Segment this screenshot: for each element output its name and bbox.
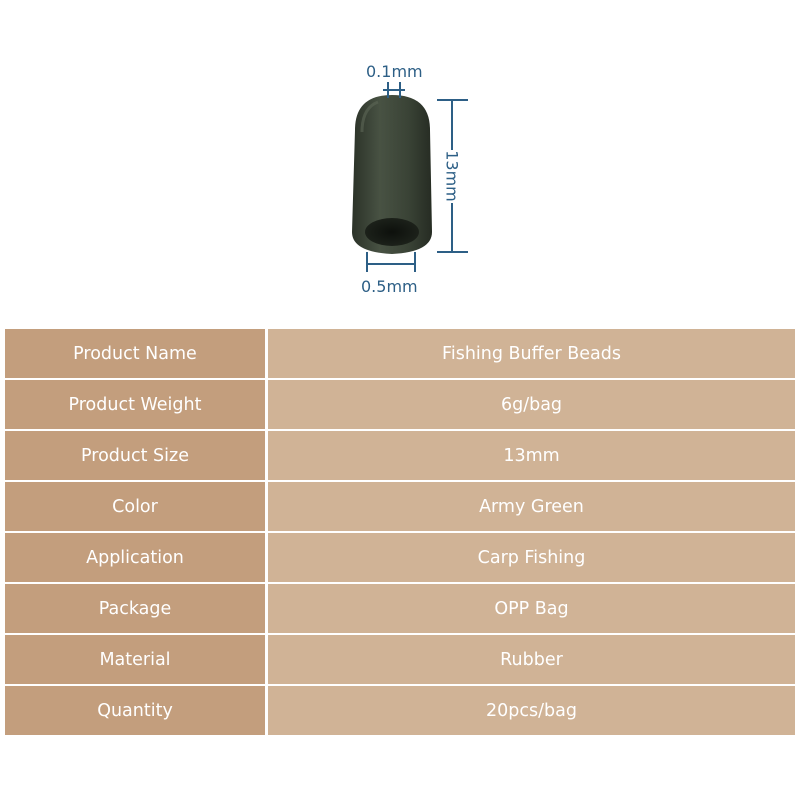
spec-value: Rubber	[267, 634, 796, 685]
table-row	[5, 532, 795, 583]
spec-label: Material	[5, 634, 267, 685]
table-row	[5, 430, 795, 481]
table-row	[5, 685, 795, 735]
table-row	[5, 634, 795, 685]
spec-label: Product Weight	[5, 379, 267, 430]
spec-table-body	[5, 329, 795, 735]
spec-value: Carp Fishing	[267, 532, 796, 583]
length-dimension-label: 13mm	[442, 150, 462, 202]
spec-label: Package	[5, 583, 267, 634]
spec-label: Product Name	[5, 329, 267, 379]
spec-value: 6g/bag	[267, 379, 796, 430]
spec-label: Quantity	[5, 685, 267, 735]
spec-value: 20pcs/bag	[267, 685, 796, 735]
spec-value: 13mm	[267, 430, 796, 481]
diameter-dimension-label: 0.5mm	[361, 277, 418, 296]
spec-value: Fishing Buffer Beads	[267, 329, 796, 379]
spec-value: Army Green	[267, 481, 796, 532]
product-figure	[0, 0, 800, 320]
spec-label: Color	[5, 481, 267, 532]
spec-table	[5, 329, 795, 735]
spec-label: Application	[5, 532, 267, 583]
table-row	[5, 481, 795, 532]
buffer-bead-icon	[352, 95, 432, 254]
tip-dimension-label: 0.1mm	[366, 62, 423, 81]
table-row	[5, 329, 795, 379]
spec-label: Product Size	[5, 430, 267, 481]
table-row	[5, 379, 795, 430]
spec-value: OPP Bag	[267, 583, 796, 634]
dimension-diagram	[0, 0, 800, 320]
table-row	[5, 583, 795, 634]
